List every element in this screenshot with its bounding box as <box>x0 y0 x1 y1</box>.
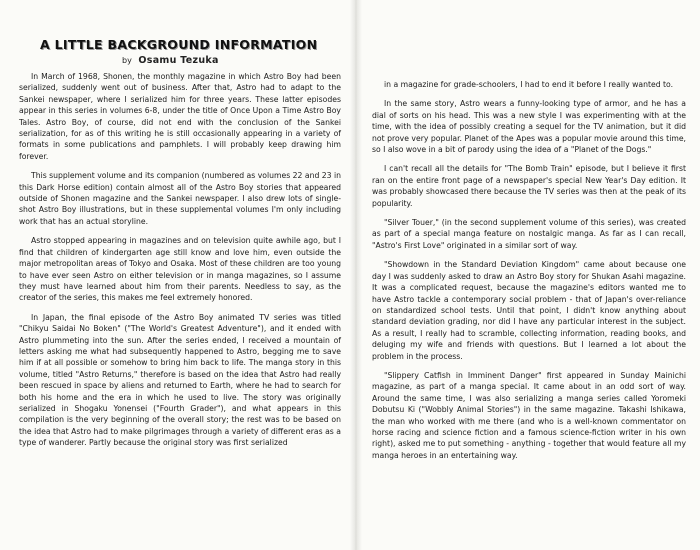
paragraph: In Japan, the final episode of the Astro Boy animated TV series was titled "Chikyu Saidai No Boken" ("The World's Greatest Adventure"), and it ended with Astro plummeting into the sun. After the series ended, I received a mountain of letters asking me what had subsequently happened to Astro, begging me to save him if at all possible or somehow to bring him back to life. The manga story in this volume, titled "Astro Returns," therefore is based on the idea that Astro had really been rescued in space by aliens and returned to Earth, where he had to search for both his home and the era in which he used to live. The story was originally serialized in Shogaku Yonensei ("Fourth Grader"), and what appears in this compilation is the very beginning of the overall story; the rest was to be based on the idea that Astro had to make pilgrimages through a variety of different eras as a type of wanderer. Partly because the original story was first serialized <box>19 312 341 448</box>
right-text-column <box>372 79 686 461</box>
article-title: A LITTLE BACKGROUND INFORMATION <box>40 37 318 52</box>
paragraph: This supplement volume and its companion (numbered as volumes 22 and 23 in this Dark Horse edition) contain almost all of the Astro Boy stories that appeared outside of Shonen magazine and the Sankei newspaper. I also drew lots of single-shot Astro Boy illustrations, but in these supplemental volumes I'm only including work that has an actual storyline. <box>19 171 342 226</box>
byline-prefix: by <box>122 56 132 65</box>
paragraph: "Silver Touer," (in the second supplement volume of this series), was created as part of a special manga feature on nostalgic manga. As far as I can recall, "Astro's First Love" originated in a similar sort of way. <box>372 218 686 250</box>
paragraph: "Slippery Catfish in Imminent Danger" first appeared in Sunday Mainichi magazine, as part of a manga special. It came about in an odd sort of way. Around the same time, I was also serializing a manga series called Yoromeki Dobutsu Ki ("Wobbly Animal Stories") in the same magazine. Takashi Ishikawa, the man who worked with me there (and who is a well-known commentator on horse racing and science fiction and a famous science-fiction writer in his own right), asked me to put something - anything - together that would feature all my manga heroes in an entertaining way. <box>372 370 686 460</box>
left-text-column <box>19 71 341 449</box>
paragraph: In March of 1968, Shonen, the monthly magazine in which Astro Boy had been serialized, suddenly went out of business. After that, Astro had to adapt to the Sankei newspaper, where I serialized him for three years. These latter episodes appear in this series in volumes 6-8, under the title of Once Upon a Time Astro Boy Tales. Astro Boy, of course, did not end with the conclusion of the Sankei serialization, for as of this writing he is still occasionally appearing in a variety of formats in some publications and pamphlets. I will probably keep drawing him forever. <box>19 72 341 161</box>
right-page <box>356 0 700 550</box>
author-name: Osamu Tezuka <box>138 55 219 66</box>
byline <box>122 55 219 66</box>
paragraph: "Showdown in the Standard Deviation Kingdom" came about because one day I was suddenly asked to draw an Astro Boy story for Shukan Asahi magazine. It was a complicated request, because the magazine's editors wanted me to have Astro tackle a contemporary social problem - that of Japan's over-reliance on standardized school tests. Until that point, I didn't know anything about standard deviation grading, nor did I have any particular interest in the subject. As a result, I really had to scramble, collecting information, reading books, and deluging my wife and friends with questions. But I learned a lot about the problem in the process. <box>372 260 686 361</box>
paragraph: I can't recall all the details for "The Bomb Train" episode, but I believe it first ran on the entire front page of a newspaper's special New Year's Day edition. It was probably showcased there because the TV series was then at the peak of its popularity. <box>372 164 686 208</box>
paragraph: Astro stopped appearing in magazines and on television quite awhile ago, but I find that children of kindergarten age still know and love him, even outside the major metropolitan areas of Tokyo and Osaka. Most of these children are too young to have ever seen Astro on either television or in manga magazines, so I assume they must have learned about him from their parents. Needless to say, as the creator of the series, this makes me feel extremely honored. <box>19 236 341 303</box>
paragraph: In the same story, Astro wears a funny-looking type of armor, and he has a dial of sorts on his head. This was a new style I was experimenting with at the time, with the idea of possibly creating a sequel for the TV animation, but it did not prove very popular. Planet of the Apes was a popular movie around this time, so I also wove in a bit of parody using the idea of a "Planet of the Dogs." <box>372 99 686 155</box>
paragraph: in a magazine for grade-schoolers, I had to end it before I really wanted to. <box>384 80 674 89</box>
